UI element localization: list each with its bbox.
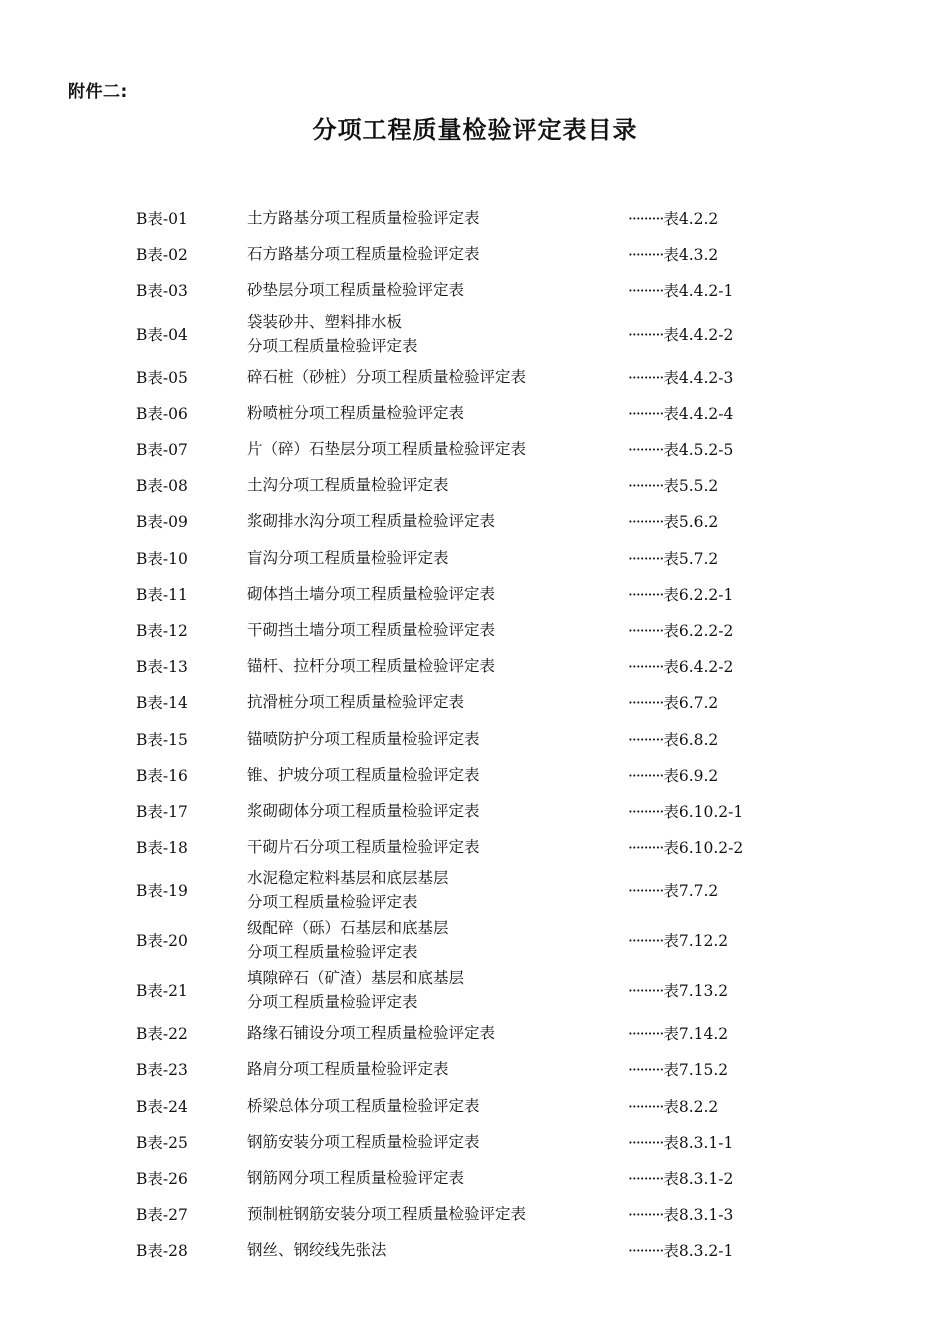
toc-row <box>0 684 950 720</box>
toc-row-title-line: 干砌片石分项工程质量检验评定表 <box>247 838 480 857</box>
toc-row-title-line: 土方路基分项工程质量检验评定表 <box>247 209 480 228</box>
leader-dots: ········· <box>628 282 664 301</box>
leader-dots: ········· <box>628 730 664 749</box>
toc-row-title <box>247 1202 526 1226</box>
toc-row-ref-text: 表6.9.2 <box>663 766 719 785</box>
toc-row-ref-text: 表4.4.2-3 <box>663 368 734 387</box>
leader-dots: ········· <box>628 839 664 858</box>
toc-row-code: B表-12 <box>136 621 188 640</box>
toc-row-page-ref <box>628 979 728 1001</box>
toc-row-title <box>247 582 495 606</box>
toc-row-page-ref <box>628 207 718 229</box>
toc-row-title-line: 填隙碎石（矿渣）基层和底基层 <box>247 969 465 988</box>
leader-dots: ········· <box>628 1206 664 1225</box>
page-title: 分项工程质量检验评定表目录 <box>312 116 638 144</box>
leader-dots: ········· <box>628 1133 664 1152</box>
toc-row-title-line: 分项工程质量检验评定表 <box>247 943 418 962</box>
toc-row-ref-text: 表6.4.2-2 <box>663 658 734 677</box>
toc-row-title <box>247 401 464 425</box>
toc-row-page-ref <box>628 474 718 496</box>
toc-row-code: B表-22 <box>136 1025 188 1044</box>
toc-row-title <box>247 690 464 714</box>
toc-row-code: B表-19 <box>136 882 188 901</box>
toc-row-page-ref <box>628 243 718 265</box>
toc-row-code: B表-15 <box>136 730 188 749</box>
toc-row-title-line: 级配碎（砾）石基层和底基层 <box>247 919 449 938</box>
toc-row <box>0 200 950 236</box>
leader-dots: ········· <box>628 882 664 901</box>
toc-row-ref-text: 表6.7.2 <box>663 694 719 713</box>
toc-row-title <box>247 1238 387 1262</box>
toc-row-page-ref <box>628 879 718 901</box>
leader-dots: ········· <box>628 1242 664 1261</box>
leader-dots: ········· <box>628 1170 664 1189</box>
toc-row-page-ref <box>628 1058 728 1080</box>
leader-dots: ········· <box>628 368 664 387</box>
toc-row-title-line: 路肩分项工程质量检验评定表 <box>247 1060 449 1079</box>
toc-row <box>0 272 950 308</box>
toc-row-ref-text: 表7.14.2 <box>663 1025 729 1044</box>
toc-row-title <box>247 1021 495 1045</box>
toc-row-code: B表-25 <box>136 1133 188 1152</box>
toc-row-page-ref <box>628 1095 718 1117</box>
toc-row-ref-text: 表4.3.2 <box>663 246 719 265</box>
toc-row-title-line: 砂垫层分项工程质量检验评定表 <box>247 281 465 300</box>
toc-row-title <box>247 365 526 389</box>
toc-row-title-line: 干砌挡土墙分项工程质量检验评定表 <box>247 620 496 639</box>
leader-dots: ········· <box>628 513 664 532</box>
toc-row-title <box>247 242 480 266</box>
toc-row-title-line: 锚喷防护分项工程质量检验评定表 <box>247 729 480 748</box>
toc-row-page-ref <box>628 1203 733 1225</box>
leader-dots: ········· <box>628 325 664 344</box>
toc-row-ref-text: 表4.5.2-5 <box>663 441 734 460</box>
toc-row-title-line: 浆砌砌体分项工程质量检验评定表 <box>247 801 480 820</box>
toc-row <box>0 236 950 272</box>
toc-row-ref-text: 表6.2.2-2 <box>663 621 734 640</box>
toc-row-page-ref <box>628 438 733 460</box>
toc-row-ref-text: 表8.3.2-1 <box>663 1242 734 1261</box>
toc-row-code: B表-28 <box>136 1242 188 1261</box>
toc-row-code: B表-26 <box>136 1170 188 1189</box>
toc-row-title <box>247 437 526 461</box>
toc-row-title <box>247 966 464 1014</box>
toc-row-page-ref <box>628 836 743 858</box>
toc-row-ref-text: 表7.12.2 <box>663 932 729 951</box>
toc-row-title <box>247 1094 480 1118</box>
toc-row-title <box>247 1057 449 1081</box>
toc-row <box>0 757 950 793</box>
toc-row-ref-text: 表7.13.2 <box>663 982 729 1001</box>
toc-row-page-ref <box>628 279 733 301</box>
toc-row-page-ref <box>628 402 733 424</box>
toc-row <box>0 915 950 965</box>
leader-dots: ········· <box>628 1061 664 1080</box>
toc-row-title <box>247 727 480 751</box>
leader-dots: ········· <box>628 210 664 229</box>
leader-dots: ········· <box>628 246 664 265</box>
toc-row-page-ref <box>628 1239 733 1261</box>
toc-row-title-line: 钢筋网分项工程质量检验评定表 <box>247 1169 465 1188</box>
toc-row-ref-text: 表8.3.1-1 <box>663 1133 734 1152</box>
toc-row-title <box>247 473 449 497</box>
toc-row-ref-text: 表5.7.2 <box>663 549 719 568</box>
toc-row <box>0 1124 950 1160</box>
toc-row-page-ref <box>628 619 733 641</box>
toc-row-title-line: 锚杆、拉杆分项工程质量检验评定表 <box>247 657 496 676</box>
toc-row-page-ref <box>628 323 733 345</box>
toc-row-code: B表-11 <box>136 585 188 604</box>
leader-dots: ········· <box>628 621 664 640</box>
leader-dots: ········· <box>628 441 664 460</box>
toc-row-code: B表-05 <box>136 368 188 387</box>
leader-dots: ········· <box>628 802 664 821</box>
toc-row-code: B表-17 <box>136 802 188 821</box>
toc-row-ref-text: 表6.10.2-1 <box>663 802 744 821</box>
toc-row-title-line: 水泥稳定粒料基层和底层基层 <box>247 869 449 888</box>
toc-row-ref-text: 表8.2.2 <box>663 1097 719 1116</box>
toc-row-page-ref <box>628 655 733 677</box>
toc-row-page-ref <box>628 1131 733 1153</box>
toc-row-title-line: 抗滑桩分项工程质量检验评定表 <box>247 693 465 712</box>
toc-row-ref-text: 表7.7.2 <box>663 882 719 901</box>
toc-row-title <box>247 654 495 678</box>
toc-row <box>0 309 950 359</box>
toc-row-ref-text: 表4.4.2-4 <box>663 404 734 423</box>
leader-dots: ········· <box>628 585 664 604</box>
toc-row-title-line: 砌体挡土墙分项工程质量检验评定表 <box>247 584 496 603</box>
toc-row-code: B表-07 <box>136 441 188 460</box>
toc-row-title <box>247 618 495 642</box>
toc-row-title-line: 分项工程质量检验评定表 <box>247 893 418 912</box>
toc-row-title <box>247 866 449 914</box>
toc-row-code: B表-01 <box>136 210 188 229</box>
toc-row-code: B表-24 <box>136 1097 188 1116</box>
toc-row-title <box>247 310 418 358</box>
toc-row-title-line: 钢丝、钢绞线先张法 <box>247 1241 387 1260</box>
leader-dots: ········· <box>628 1025 664 1044</box>
toc-row-code: B表-13 <box>136 658 188 677</box>
toc-row-code: B表-27 <box>136 1206 188 1225</box>
toc-row <box>0 359 950 395</box>
toc-row-code: B表-20 <box>136 932 188 951</box>
toc-row-page-ref <box>628 583 733 605</box>
toc-row <box>0 1015 950 1051</box>
toc-row-code: B表-02 <box>136 246 188 265</box>
toc-row-title <box>247 763 480 787</box>
leader-dots: ········· <box>628 404 664 423</box>
toc-row-ref-text: 表6.10.2-2 <box>663 839 744 858</box>
toc-row-title <box>247 799 480 823</box>
toc-row-title-line: 路缘石铺设分项工程质量检验评定表 <box>247 1024 496 1043</box>
toc-row <box>0 1196 950 1232</box>
toc-row-ref-text: 表5.6.2 <box>663 513 719 532</box>
leader-dots: ········· <box>628 694 664 713</box>
toc-row-code: B表-21 <box>136 982 188 1001</box>
toc-row-ref-text: 表6.2.2-1 <box>663 585 734 604</box>
toc-row-title-line: 盲沟分项工程质量检验评定表 <box>247 548 449 567</box>
toc-row-title <box>247 835 480 859</box>
toc-row-title <box>247 278 464 302</box>
toc-row <box>0 720 950 756</box>
toc-row-ref-text: 表4.2.2 <box>663 210 719 229</box>
toc-row-title <box>247 546 449 570</box>
toc-row-page-ref <box>628 366 733 388</box>
toc-row-title-line: 袋装砂井、塑料排水板 <box>247 312 403 331</box>
toc-row <box>0 1160 950 1196</box>
toc-row <box>0 612 950 648</box>
toc-row-code: B表-16 <box>136 766 188 785</box>
toc-row-ref-text: 表4.4.2-1 <box>663 282 734 301</box>
toc-row-title <box>247 509 495 533</box>
leader-dots: ········· <box>628 766 664 785</box>
toc-row <box>0 965 950 1015</box>
toc-row-code: B表-18 <box>136 839 188 858</box>
toc-row-code: B表-08 <box>136 477 188 496</box>
leader-dots: ········· <box>628 982 664 1001</box>
toc-row-title-line: 碎石桩（砂桩）分项工程质量检验评定表 <box>247 367 527 386</box>
toc-row <box>0 865 950 915</box>
toc-row-title-line: 浆砌排水沟分项工程质量检验评定表 <box>247 512 496 531</box>
toc-row-page-ref <box>628 1022 728 1044</box>
toc-row-code: B表-23 <box>136 1061 188 1080</box>
toc-row <box>0 1232 950 1268</box>
leader-dots: ········· <box>628 932 664 951</box>
toc-row-code: B表-09 <box>136 513 188 532</box>
toc-row-title-line: 片（碎）石垫层分项工程质量检验评定表 <box>247 440 527 459</box>
toc-row-title-line: 石方路基分项工程质量检验评定表 <box>247 245 480 264</box>
toc-row-page-ref <box>628 547 718 569</box>
toc-row <box>0 1088 950 1124</box>
toc-row-title-line: 分项工程质量检验评定表 <box>247 336 418 355</box>
toc-row <box>0 395 950 431</box>
toc-row <box>0 829 950 865</box>
toc-row-page-ref <box>628 929 728 951</box>
toc-row-ref-text: 表6.8.2 <box>663 730 719 749</box>
attachment-label: 附件二: <box>68 82 128 102</box>
toc-row-title-line: 锥、护坡分项工程质量检验评定表 <box>247 765 480 784</box>
toc-row-page-ref <box>628 691 718 713</box>
toc-row-page-ref <box>628 1167 733 1189</box>
toc-row-code: B表-03 <box>136 282 188 301</box>
toc-row-title-line: 粉喷桩分项工程质量检验评定表 <box>247 403 465 422</box>
toc-row-page-ref <box>628 728 718 750</box>
toc-row <box>0 576 950 612</box>
toc-row-title <box>247 916 449 964</box>
toc-row <box>0 431 950 467</box>
toc-row-title-line: 桥梁总体分项工程质量检验评定表 <box>247 1096 480 1115</box>
leader-dots: ········· <box>628 477 664 496</box>
toc-row-ref-text: 表7.15.2 <box>663 1061 729 1080</box>
toc-row <box>0 503 950 539</box>
toc-row-ref-text: 表8.3.1-3 <box>663 1206 734 1225</box>
toc-row-code: B表-10 <box>136 549 188 568</box>
leader-dots: ········· <box>628 1097 664 1116</box>
toc-row-page-ref <box>628 764 718 786</box>
toc-row <box>0 467 950 503</box>
toc-row-title <box>247 1130 480 1154</box>
leader-dots: ········· <box>628 549 664 568</box>
toc-row-title-line: 分项工程质量检验评定表 <box>247 993 418 1012</box>
toc-row-code: B表-06 <box>136 404 188 423</box>
toc-row <box>0 648 950 684</box>
toc-row-title <box>247 1166 464 1190</box>
toc-row-code: B表-14 <box>136 694 188 713</box>
toc-row-page-ref <box>628 510 718 532</box>
toc-row-code: B表-04 <box>136 325 188 344</box>
toc-row-title-line: 预制桩钢筋安装分项工程质量检验评定表 <box>247 1205 527 1224</box>
toc-row <box>0 540 950 576</box>
toc-row-ref-text: 表5.5.2 <box>663 477 719 496</box>
toc-row-title <box>247 206 480 230</box>
toc-row <box>0 793 950 829</box>
toc-row <box>0 1051 950 1087</box>
table-of-contents <box>0 200 950 1269</box>
toc-row-ref-text: 表8.3.1-2 <box>663 1170 734 1189</box>
toc-row-title-line: 钢筋安装分项工程质量检验评定表 <box>247 1132 480 1151</box>
toc-row-page-ref <box>628 800 743 822</box>
leader-dots: ········· <box>628 658 664 677</box>
toc-row-title-line: 土沟分项工程质量检验评定表 <box>247 476 449 495</box>
toc-row-ref-text: 表4.4.2-2 <box>663 325 734 344</box>
